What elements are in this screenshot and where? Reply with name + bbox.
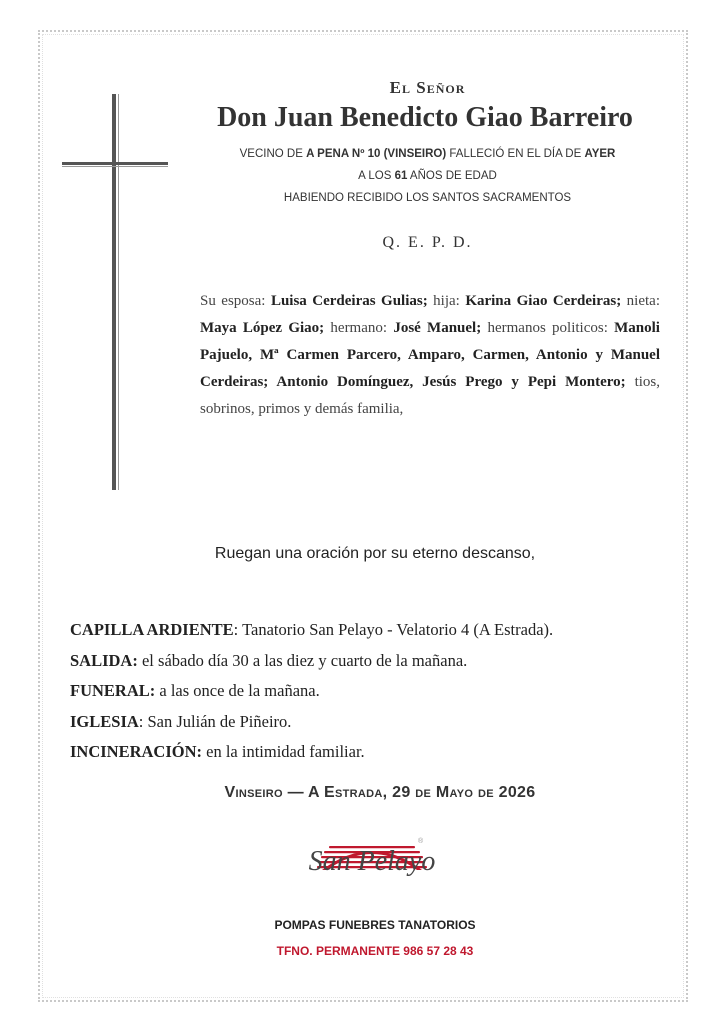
dateline: Vinseiro — A Estrada, 29 de Mayo de 2026: [224, 784, 536, 801]
phone-number: TFNO. PERMANENTE 986 57 28 43: [276, 944, 474, 958]
family-paragraph: Su esposa: Luisa Cerdeiras Gulias; hija: Karina Giao Cerdeiras; nieta: Maya López Giao; hermano: José Manuel; hermanos politicos: Manoli Pajuelo, Mª Carmen Parcero, Amparo, Carmen, Antonio y Manuel Cerdeiras; Antonio Domínguez, Jesús Prego y Pepi Montero; tios, sobrinos, primos y demás familia,: [200, 293, 661, 417]
info-line-2: A LOS 61 AÑOS DE EDAD: [358, 170, 497, 182]
detail-incineracion: INCINERACIÓN: en la intimidad familiar.: [70, 742, 365, 761]
prayer-text: Ruegan una oración por su eterno descanso,: [214, 545, 536, 562]
detail-iglesia: IGLESIA: San Julián de Piñeiro.: [70, 711, 292, 731]
service-details: [70, 615, 680, 768]
info-line-1: VECINO DE A PENA Nº 10 (VINSEIRO) FALLECIÓ EN EL DÍA DE AYER: [239, 148, 616, 160]
logo-text: San Pelayo: [308, 846, 436, 877]
qepd: Q. E. P. D.: [382, 234, 473, 251]
detail-capilla: CAPILLA ARDIENTE: Tanatorio San Pelayo - Velatorio 4 (A Estrada).: [70, 620, 554, 639]
cross-icon: [60, 92, 170, 492]
info-line-3: HABIENDO RECIBIDO LOS SANTOS SACRAMENTOS: [283, 192, 572, 204]
title-small: El Señor: [389, 78, 466, 97]
detail-funeral: FUNERAL: a las once de la mañana.: [70, 681, 320, 700]
detail-salida: SALIDA: el sábado día 30 a las diez y cuarto de la mañana.: [70, 650, 468, 670]
deceased-name: Don Juan Benedicto Giao Barreiro: [217, 102, 633, 133]
company-name: POMPAS FUNEBRES TANATORIOS: [274, 918, 476, 932]
registered-mark: ®: [418, 838, 424, 845]
